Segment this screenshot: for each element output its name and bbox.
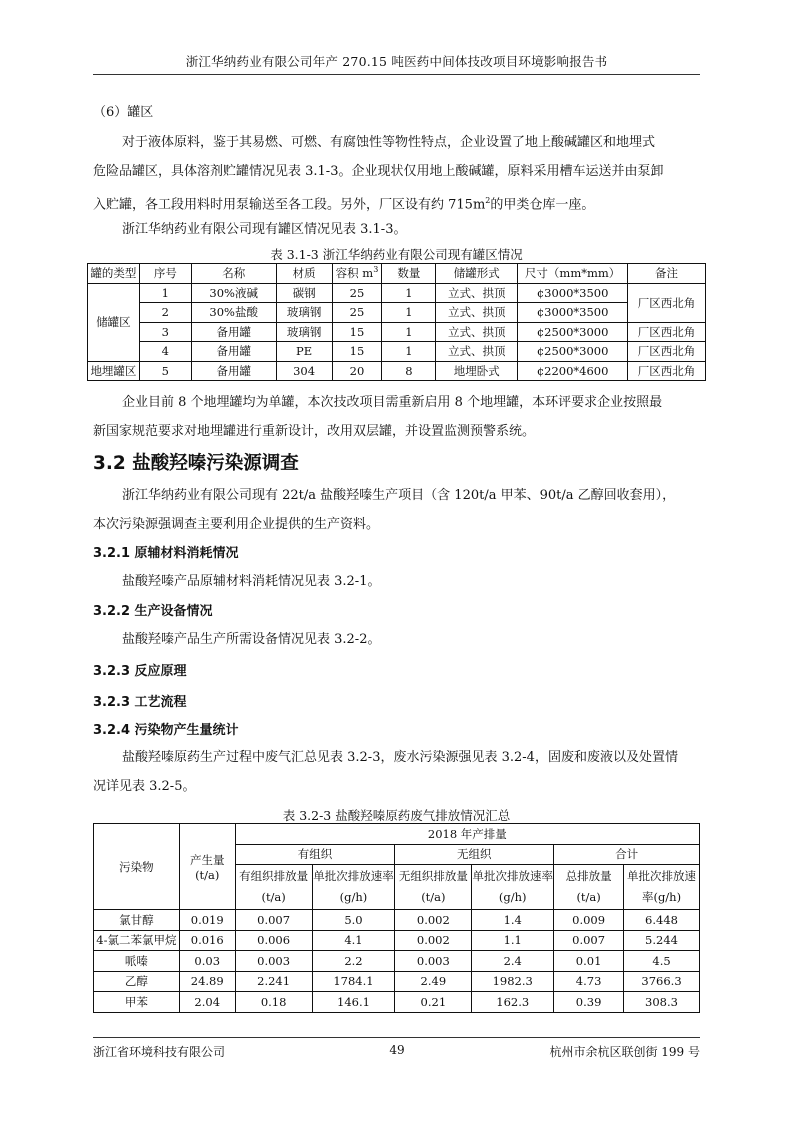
section-heading-3-2-2: 3.2.2 生产设备情况 xyxy=(93,604,213,619)
header-year: 2018 年产排量 xyxy=(235,824,699,845)
table-row xyxy=(94,971,700,992)
header-cell: 储罐形式 xyxy=(436,264,518,284)
section-heading-3-2-4: 3.2.4 污染物产生量统计 xyxy=(93,723,239,738)
table-row xyxy=(88,303,706,323)
section-heading-3-2: 3.2 盐酸羟嗪污染源调查 xyxy=(93,453,299,474)
table-cell: 玻璃钢 xyxy=(276,303,332,323)
table-cell: 备用罐 xyxy=(191,361,276,381)
table-row xyxy=(88,283,706,303)
section-3-2-2-text: 盐酸羟嗪产品生产所需设备情况见表 3.2-2。 xyxy=(122,632,381,647)
table-cell: 立式、拱顶 xyxy=(436,342,518,362)
table-cell: 地埋卧式 xyxy=(436,361,518,381)
table-cell: PE xyxy=(276,342,332,362)
pollutant-name-cell: 甲苯 xyxy=(94,992,180,1013)
table-cell: ¢3000*3500 xyxy=(518,283,628,303)
tank-group-cell: 储罐区 xyxy=(88,283,140,361)
table-row xyxy=(94,951,700,972)
table-cell: 1.1 xyxy=(472,930,554,951)
table-cell: ¢2500*3000 xyxy=(518,322,628,342)
table-cell: 4.5 xyxy=(624,951,700,972)
header-total: 合计 xyxy=(554,844,700,865)
table-cell: 308.3 xyxy=(624,992,700,1013)
header-pollutant: 污染物 xyxy=(94,824,180,910)
table-cell: 立式、拱顶 xyxy=(436,303,518,323)
table-cell: 备用罐 xyxy=(191,342,276,362)
table-cell: 1 xyxy=(139,283,191,303)
table-cell: 6.448 xyxy=(624,910,700,931)
header-cell: 罐的类型 xyxy=(88,264,140,284)
header-cell: 数量 xyxy=(382,264,436,284)
table-cell: 1 xyxy=(382,322,436,342)
area-unit-superscript: 2 xyxy=(485,196,491,205)
table2-caption: 表 3.2-3 盐酸羟嗪原药废气排放情况汇总 xyxy=(282,808,511,823)
emission-table-body xyxy=(94,910,700,1013)
table-cell: ¢2200*4600 xyxy=(518,361,628,381)
header-generation: 产生量(t/a) xyxy=(179,824,235,910)
table-cell: 2 xyxy=(139,303,191,323)
table-cell: 0.002 xyxy=(395,910,472,931)
header-divider xyxy=(93,74,700,75)
table-cell: 0.003 xyxy=(395,951,472,972)
table-cell-note: 厂区西北角 xyxy=(628,322,706,342)
table-cell: ¢3000*3500 xyxy=(518,303,628,323)
pollutant-name-cell: 哌嗪 xyxy=(94,951,180,972)
section-heading-3-2-3-reaction: 3.2.3 反应原理 xyxy=(93,664,187,679)
table-cell: ¢2500*3000 xyxy=(518,342,628,362)
section-heading-3-2-1: 3.2.1 原辅材料消耗情况 xyxy=(93,546,239,561)
after-table1-line-1: 企业目前 8 个地埋罐均为单罐，本次技改项目需重新启用 8 个地埋罐，本环评要求企业按照最 xyxy=(122,395,663,410)
header-unorganized: 无组织 xyxy=(395,844,554,865)
table-cell: 1.4 xyxy=(472,910,554,931)
table-cell: 162.3 xyxy=(472,992,554,1013)
table-cell: 2.241 xyxy=(235,971,312,992)
table-cell: 碳钢 xyxy=(276,283,332,303)
tank-paragraph-line-1: 对于液体原料，鉴于其易燃、可燃、有腐蚀性等物性特点，企业设置了地上酸碱罐区和地埋式 xyxy=(122,135,656,150)
header-cell: 备注 xyxy=(628,264,706,284)
table-cell-note: 厂区西北角 xyxy=(628,342,706,362)
table1-caption: 表 3.1-3 浙江华纳药业有限公司现有罐区情况 xyxy=(270,247,523,262)
section-3-2-line-1: 浙江华纳药业有限公司现有 22t/a 盐酸羟嗪生产项目（含 120t/a 甲苯、90t/a 乙醇回收套用）， xyxy=(122,488,676,503)
pollutant-name-cell: 乙醇 xyxy=(94,971,180,992)
table-cell: 0.03 xyxy=(179,951,235,972)
page-number: 49 xyxy=(389,1043,405,1057)
tank-paragraph-line-3a: 入贮罐，各工段用料时用泵输送至各工段。另外，厂区设有约 715m xyxy=(93,197,486,213)
table-cell: 2.04 xyxy=(179,992,235,1013)
table-cell: 20 xyxy=(332,361,382,381)
table-cell: 304 xyxy=(276,361,332,381)
table-cell: 15 xyxy=(332,342,382,362)
header-organized: 有组织 xyxy=(235,844,395,865)
header-unorg-rate: 单批次排放速率(g/h) xyxy=(472,865,554,910)
section-3-2-line-2: 本次污染源强调查主要利用企业提供的生产资料。 xyxy=(93,517,380,532)
table-row xyxy=(88,342,706,362)
tank-paragraph-2: 浙江华纳药业有限公司现有罐区情况见表 3.1-3。 xyxy=(122,222,407,237)
tank-group-cell: 地埋罐区 xyxy=(88,361,140,381)
footer-address: 杭州市余杭区联创街 199 号 xyxy=(549,1045,700,1059)
table-row xyxy=(88,322,706,342)
table-cell: 8 xyxy=(382,361,436,381)
header-total-rate: 单批次排放速率(g/h) xyxy=(624,865,700,910)
table-cell: 1 xyxy=(382,303,436,323)
table-row xyxy=(94,992,700,1013)
section-heading-3-2-3-process: 3.2.3 工艺流程 xyxy=(93,695,187,710)
header-cell: 名称 xyxy=(191,264,276,284)
tank-paragraph-line-3b: 的甲类仓库一座。 xyxy=(490,197,595,213)
table-cell: 2.49 xyxy=(395,971,472,992)
header-cell-volume xyxy=(332,264,382,284)
table-header-row xyxy=(94,824,700,845)
header-cell: 尺寸（mm*mm） xyxy=(518,264,628,284)
table-cell: 1 xyxy=(382,283,436,303)
table-cell: 2.2 xyxy=(312,951,395,972)
section-3-2-4-line-1: 盐酸羟嗪原药生产过程中废气汇总见表 3.2-3，废水污染源强见表 3.2-4，固废和废液以及处置情 xyxy=(122,750,678,765)
volume-unit-superscript: 3 xyxy=(373,265,379,275)
page-header-title: 浙江华纳药业有限公司年产 270.15 吨医药中间体技改项目环境影响报告书 xyxy=(185,54,608,69)
table-header-row xyxy=(88,264,706,284)
table-cell: 4.73 xyxy=(554,971,624,992)
table-cell: 24.89 xyxy=(179,971,235,992)
table-cell: 0.006 xyxy=(235,930,312,951)
pollutant-name-cell: 氯甘醇 xyxy=(94,910,180,931)
header-total-amount: 总排放量(t/a) xyxy=(554,865,624,910)
table-row xyxy=(94,930,700,951)
table-cell: 0.18 xyxy=(235,992,312,1013)
table-cell: 25 xyxy=(332,303,382,323)
header-unorg-amount: 无组织排放量(t/a) xyxy=(395,865,472,910)
emission-table xyxy=(93,823,700,1013)
table-cell: 30%液碱 xyxy=(191,283,276,303)
section-3-2-1-text: 盐酸羟嗪产品原辅材料消耗情况见表 3.2-1。 xyxy=(122,574,381,589)
table-cell-note: 厂区西北角 xyxy=(628,283,706,322)
table-cell: 0.39 xyxy=(554,992,624,1013)
table-cell: 0.019 xyxy=(179,910,235,931)
table-cell: 0.01 xyxy=(554,951,624,972)
table-cell: 2.4 xyxy=(472,951,554,972)
table-cell: 玻璃钢 xyxy=(276,322,332,342)
tank-paragraph-line-2: 危险品罐区，具体溶剂贮罐情况见表 3.1-3。企业现状仅用地上酸碱罐，原料采用槽车运送并由泵卸 xyxy=(93,164,664,179)
header-volume-label: 容积 m xyxy=(335,266,374,281)
table-cell: 0.007 xyxy=(554,930,624,951)
table-cell: 立式、拱顶 xyxy=(436,322,518,342)
table-cell: 3 xyxy=(139,322,191,342)
footer-company: 浙江省环境科技有限公司 xyxy=(93,1045,226,1059)
header-org-rate: 单批次排放速率(g/h) xyxy=(312,865,395,910)
footer-divider xyxy=(93,1037,700,1038)
table-cell: 1 xyxy=(382,342,436,362)
pollutant-name-cell: 4-氯二苯氯甲烷 xyxy=(94,930,180,951)
table-cell: 0.016 xyxy=(179,930,235,951)
table-cell: 3766.3 xyxy=(624,971,700,992)
table-cell: 30%盐酸 xyxy=(191,303,276,323)
after-table1-line-2: 新国家规范要求对地埋罐进行重新设计，改用双层罐，并设置监测预警系统。 xyxy=(93,424,536,439)
table-cell: 立式、拱顶 xyxy=(436,283,518,303)
table-cell: 5 xyxy=(139,361,191,381)
table-cell: 0.002 xyxy=(395,930,472,951)
header-cell: 材质 xyxy=(276,264,332,284)
table-cell: 备用罐 xyxy=(191,322,276,342)
table-cell: 15 xyxy=(332,322,382,342)
header-cell: 序号 xyxy=(139,264,191,284)
table-cell: 1784.1 xyxy=(312,971,395,992)
header-org-amount: 有组织排放量(t/a) xyxy=(235,865,312,910)
table-row xyxy=(88,361,706,381)
table-cell: 25 xyxy=(332,283,382,303)
table-cell: 146.1 xyxy=(312,992,395,1013)
table-row xyxy=(94,910,700,931)
section-heading-tank: （6）罐区 xyxy=(93,105,154,120)
table-cell: 5.0 xyxy=(312,910,395,931)
table-cell: 4 xyxy=(139,342,191,362)
section-3-2-4-line-2: 况详见表 3.2-5。 xyxy=(93,779,196,794)
tank-table xyxy=(87,263,706,381)
table-cell: 0.009 xyxy=(554,910,624,931)
table-cell: 0.003 xyxy=(235,951,312,972)
table-cell: 0.21 xyxy=(395,992,472,1013)
table-cell: 0.007 xyxy=(235,910,312,931)
table-cell-note: 厂区西北角 xyxy=(628,361,706,381)
table-cell: 4.1 xyxy=(312,930,395,951)
table-cell: 5.244 xyxy=(624,930,700,951)
table-cell: 1982.3 xyxy=(472,971,554,992)
